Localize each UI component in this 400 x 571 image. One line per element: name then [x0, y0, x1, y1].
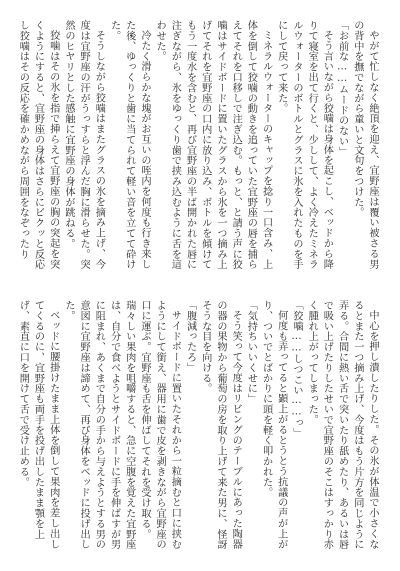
paragraph: そう笑って今度はリビングのテーブルにあった陶器の器の果物から葡萄の房を取り上げて来た男に、怪訝そうな目を向ける。	[199, 300, 242, 550]
paragraph: やがて忙しなく絶頂を迎え、宜野座は覆い被さる男の背中を撫でながら童いと文句をつけた。	[351, 20, 378, 270]
paragraph: 冷たく滑らかな塊がお互いの咥内を何度も行き来した後、ゆっくりと歯に当てられて軽い音を立てて砕けた。	[108, 20, 150, 270]
vertical-text-lower	[17, 300, 380, 554]
paragraph: 何度も弄ってると顕上がるとうとう抗議の声が上がり、ついでとばかりに頭を軽く叩かれた。	[260, 300, 287, 550]
paragraph: サイドボードに置いたそれから一粒摘むと口に挟むようにして銜え、器用に歯で皮を剥きながら宜野座の口に運ぶ。宜野座も舌を伸ばしてそれを受け取る。瑞々しい果肉を咀嚼すると、急に空腹を覚えた宜野座は、自分で食べようとサイドボードに手を伸ばすが男に阻まれ、あくまで自分の手から与えようとする男の意図に宜野座は諦めて、再び身体をベッドに投げ出した。	[62, 300, 181, 550]
paragraph: ミネラルウォーターのキャップを捻り一口含み、上体を倒して狡噛の動きを追っていた宜野座の唇を捕らえてそれを口移しで注ぎ込む。もっと、と請う声に狡噛はサイドボードに置いたグラスから氷を一つ摘み上げてそれを宜野座の口内に放り込み、ボトルを傾けてもう一度水を含むと、再び宜野座の半ば開かれた唇に注ぎながら、氷をゆっくり歯で挟み込むように舌を這わせた。	[154, 20, 272, 270]
dialogue-line: 「狡噛……しつこい……っ」	[290, 300, 302, 439]
dialogue-line: 「気持ちいいくせに」	[245, 300, 257, 404]
vertical-text-upper	[17, 20, 380, 274]
text-block-upper	[17, 20, 380, 274]
paragraph: そう言いながら狡噛は身体を起こし、ベッドから降りて寝室を出て行くと、少しして、よく冷えたミネラルウォーターのボトルとグラスに氷を入れたものを手にして戻って来た。	[275, 20, 333, 270]
paragraph: 狡噛はその氷を指で挿らえて宜野座の胸の突起を突くようにすると、宜野座の身体はさらにビクッと反応し狡噛はその反応を確かめながら周囲をなぞったり	[17, 20, 59, 270]
dialogue-line: 「お前な……ムードのない」	[336, 20, 348, 157]
dialogue-line: 「腹減ったろ」	[184, 300, 196, 373]
paragraph: ベッドに腰掛けたまま上体を倒して果肉を差し出してくるのに、宜野座も両手を投げ出したまま顎を上げ、素直に口を開けて舌で受け止める。	[17, 300, 59, 550]
text-block-lower	[17, 300, 380, 554]
paragraph: そうしながら狡噛はまたグラスの氷を摘み上げ、今度は宜野座の汗がうっすらと浮んだ胸に滑らせた。突然のヒヤリとした感触に宜野座の身体が跳ねる。	[62, 20, 105, 270]
paragraph: 中心を押し潰したりした。その氷が体温で小さくなるとまた一つ摘み上げ、今度はもう片方を同じように弄る。合間に熱い舌で突いたり舐めたり、あるいは唇で吸い上げたりしたせいで宜野座のそこはすっかり赤く腫れ上がってしまった。	[306, 300, 378, 550]
